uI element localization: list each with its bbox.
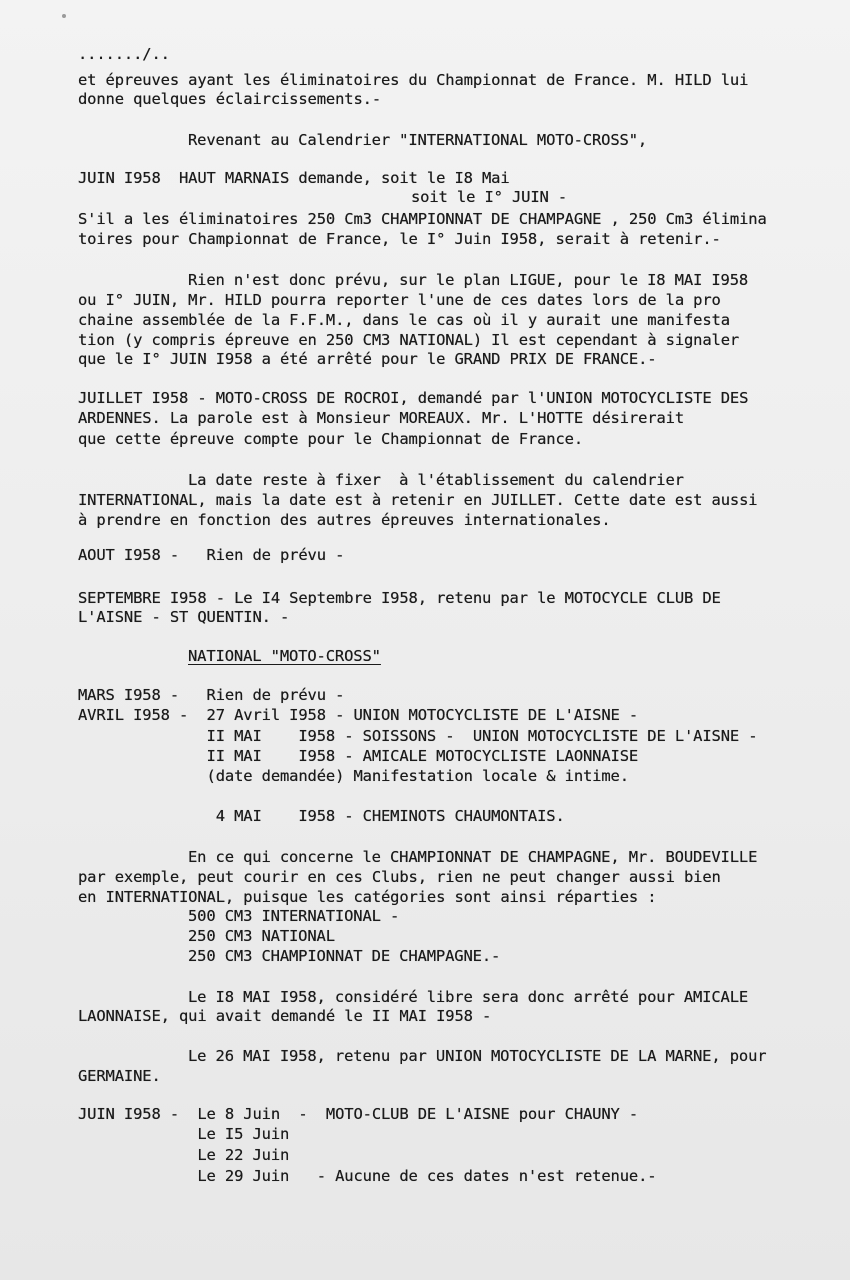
national-list-line: II MAI I958 - SOISSONS - UNION MOTOCYCLISTE DE L'AISNE -: [78, 727, 758, 745]
juin-list-line: JUIN I958 - Le 8 Juin - MOTO-CLUB DE L'AISNE pour CHAUNY -: [78, 1105, 639, 1123]
juin-line: toires pour Championnat de France, le I° Juin I958, serait à retenir.-: [78, 230, 721, 248]
juin-line: JUIN I958 HAUT MARNAIS demande, soit le I8 Mai: [78, 169, 510, 187]
date-paragraph-line: La date reste à fixer à l'établissement du calendrier: [188, 471, 684, 489]
mai26-line: GERMAINE.: [78, 1067, 161, 1085]
page-speck: [62, 14, 66, 18]
national-list-line: (date demandée) Manifestation locale & intime.: [78, 767, 629, 785]
juin-line: soit le I° JUIN -: [411, 188, 568, 206]
rien-paragraph-line: chaine assemblée de la F.F.M., dans le cas où il y aurait une manifesta: [78, 311, 730, 329]
mai26-line: Le 26 MAI I958, retenu par UNION MOTOCYCLISTE DE LA MARNE, pour: [188, 1047, 767, 1065]
rien-paragraph-line: tion (y compris épreuve en 250 CM3 NATIONAL) Il est cependant à signaler: [78, 331, 740, 349]
septembre-line: L'AISNE - ST QUENTIN. -: [78, 608, 290, 626]
national-list-line: MARS I958 - Rien de prévu -: [78, 686, 345, 704]
aout-line: AOUT I958 - Rien de prévu -: [78, 546, 345, 564]
category-line: 500 CM3 INTERNATIONAL -: [188, 907, 400, 925]
continuation-header: ......./..: [78, 45, 170, 63]
juin-list-line: Le 29 Juin - Aucune de ces dates n'est retenue.-: [78, 1167, 657, 1185]
national-heading: NATIONAL "MOTO-CROSS": [188, 647, 381, 665]
septembre-line: SEPTEMBRE I958 - Le I4 Septembre I958, retenu par le MOTOCYCLE CLUB DE: [78, 589, 721, 607]
juin-list-line: Le I5 Juin: [78, 1125, 290, 1143]
intro-line: et épreuves ayant les éliminatoires du Championnat de France. M. HILD lui: [78, 71, 749, 89]
juillet-line: ARDENNES. La parole est à Monsieur MOREAUX. Mr. L'HOTTE désirerait: [78, 409, 684, 427]
rien-paragraph-line: Rien n'est donc prévu, sur le plan LIGUE, pour le I8 MAI I958: [188, 271, 749, 289]
mai18-line: LAONNAISE, qui avait demandé le II MAI I958 -: [78, 1007, 492, 1025]
national-list-line: 4 MAI I958 - CHEMINOTS CHAUMONTAIS.: [78, 807, 565, 825]
juin-list-line: Le 22 Juin: [78, 1146, 290, 1164]
champagne-line: par exemple, peut courir en ces Clubs, rien ne peut changer aussi bien: [78, 868, 721, 886]
juillet-line: que cette épreuve compte pour le Championnat de France.: [78, 430, 583, 448]
national-list-line: AVRIL I958 - 27 Avril I958 - UNION MOTOCYCLISTE DE L'AISNE -: [78, 706, 639, 724]
mai18-line: Le I8 MAI I958, considéré libre sera donc arrêté pour AMICALE: [188, 988, 749, 1006]
date-paragraph-line: INTERNATIONAL, mais la date est à retenir en JUILLET. Cette date est aussi: [78, 491, 758, 509]
category-line: 250 CM3 NATIONAL: [188, 927, 335, 945]
champagne-line: En ce qui concerne le CHAMPIONNAT DE CHAMPAGNE, Mr. BOUDEVILLE: [188, 848, 758, 866]
champagne-line: en INTERNATIONAL, puisque les catégories sont ainsi réparties :: [78, 888, 657, 906]
category-line: 250 CM3 CHAMPIONNAT DE CHAMPAGNE.-: [188, 947, 501, 965]
intro-line: donne quelques éclaircissements.-: [78, 90, 381, 108]
calendar-heading: Revenant au Calendrier "INTERNATIONAL MOTO-CROSS",: [188, 131, 648, 149]
rien-paragraph-line: ou I° JUIN, Mr. HILD pourra reporter l'une de ces dates lors de la pro: [78, 291, 721, 309]
juillet-line: JUILLET I958 - MOTO-CROSS DE ROCROI, demandé par l'UNION MOTOCYCLISTE DES: [78, 389, 749, 407]
juin-line: S'il a les éliminatoires 250 Cm3 CHAMPIONNAT DE CHAMPAGNE , 250 Cm3 élimina: [78, 210, 767, 228]
rien-paragraph-line: que le I° JUIN I958 a été arrêté pour le GRAND PRIX DE FRANCE.-: [78, 350, 657, 368]
national-list-line: II MAI I958 - AMICALE MOTOCYCLISTE LAONNAISE: [78, 747, 639, 765]
date-paragraph-line: à prendre en fonction des autres épreuves internationales.: [78, 511, 611, 529]
